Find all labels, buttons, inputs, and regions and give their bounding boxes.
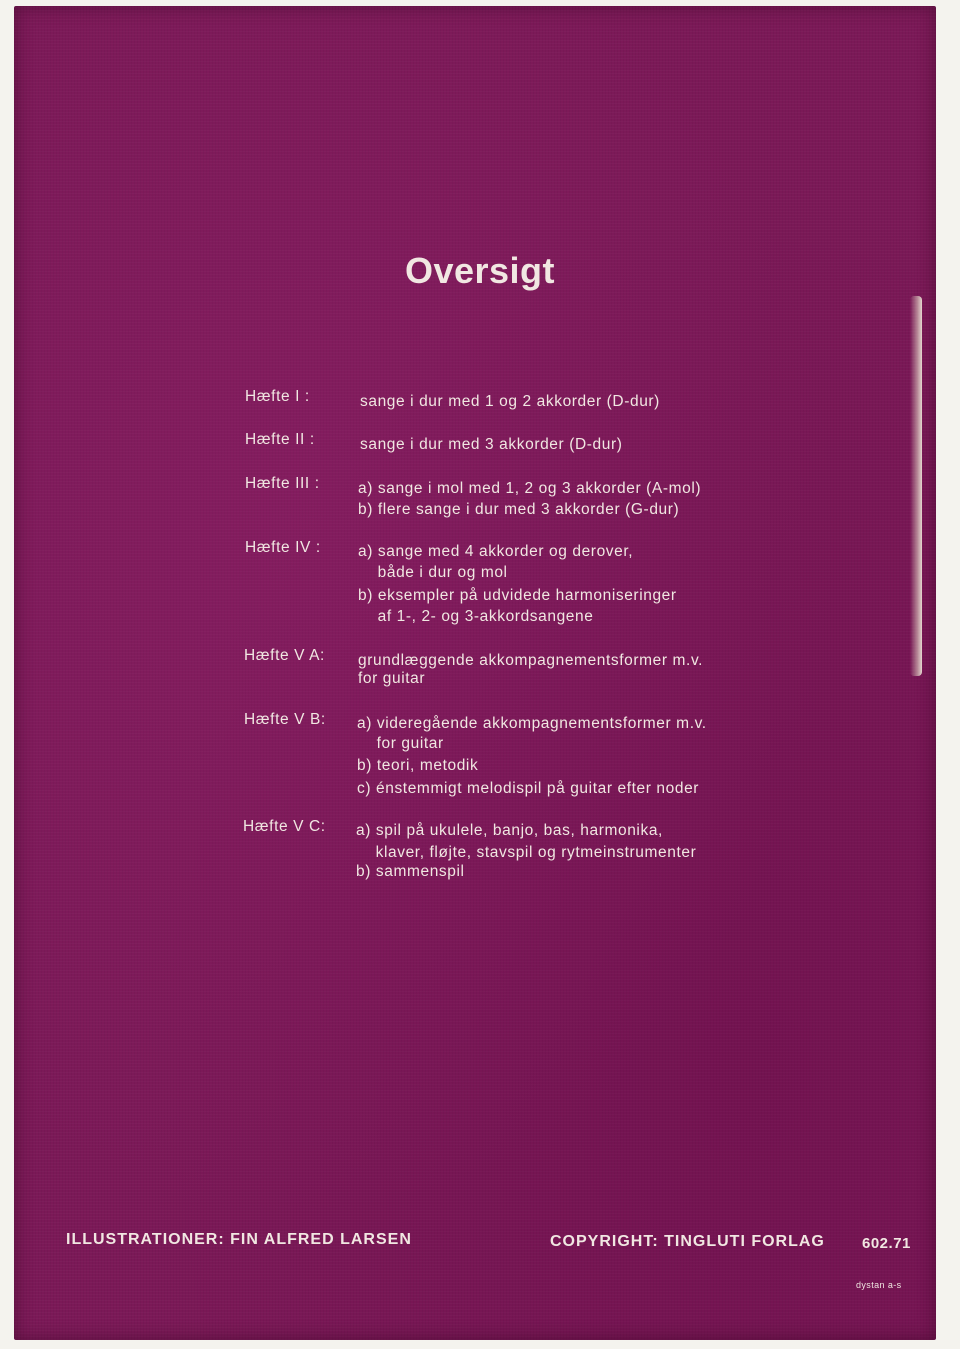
entry-line-2-1: sange i dur med 3 akkorder (D-dur) [360,436,623,453]
entry-line-1-1: sange i dur med 1 og 2 akkorder (D-dur) [360,393,660,410]
page-title: Oversigt [404,250,556,291]
entry-line-6-1: a) videregående akkompagnementsformer m.v. [357,715,707,732]
entry-label-5: Hæfte V A: [244,647,325,664]
entry-label-7: Hæfte V C: [243,818,326,835]
printer-mark: dystan a-s [856,1280,902,1290]
entry-line-6-3: b) teori, metodik [357,757,479,774]
entry-line-4-3: b) eksempler på udvidede harmoniseringer [358,587,677,604]
copyright-notice: COPYRIGHT: TINGLUTI FORLAG [550,1233,825,1250]
entry-label-4: Hæfte IV : [245,539,321,556]
entry-line-3-2: b) flere sange i dur med 3 akkorder (G-dur) [358,501,680,518]
catalog-number: 602.71 [862,1235,911,1252]
entry-label-1: Hæfte I : [245,388,310,405]
entry-line-7-2: klaver, fløjte, stavspil og rytmeinstrumenter [356,844,697,861]
entry-line-4-2: både i dur og mol [358,564,508,581]
cover-panel [14,6,936,1340]
entry-line-4-4: af 1-, 2- og 3-akkordsangene [358,608,594,625]
entry-line-6-4: c) énstemmigt melodispil på guitar efter noder [357,780,700,797]
entry-label-2: Hæfte II : [245,431,315,448]
entry-label-6: Hæfte V B: [244,711,326,728]
worn-edge [910,296,922,676]
entry-line-5-1: grundlæggende akkompagnementsformer m.v. [358,652,704,669]
entry-line-7-3: b) sammenspil [356,863,465,880]
entry-line-5-2: for guitar [358,670,426,687]
entry-line-7-1: a) spil på ukulele, banjo, bas, harmonika, [356,822,663,839]
entry-line-3-1: a) sange i mol med 1, 2 og 3 akkorder (A-mol) [358,480,702,497]
entry-line-4-1: a) sange med 4 akkorder og derover, [358,543,634,560]
entry-label-3: Hæfte III : [245,475,320,492]
entry-line-6-2: for guitar [357,735,444,752]
illustrator-credit: ILLUSTRATIONER: FIN ALFRED LARSEN [66,1231,412,1248]
